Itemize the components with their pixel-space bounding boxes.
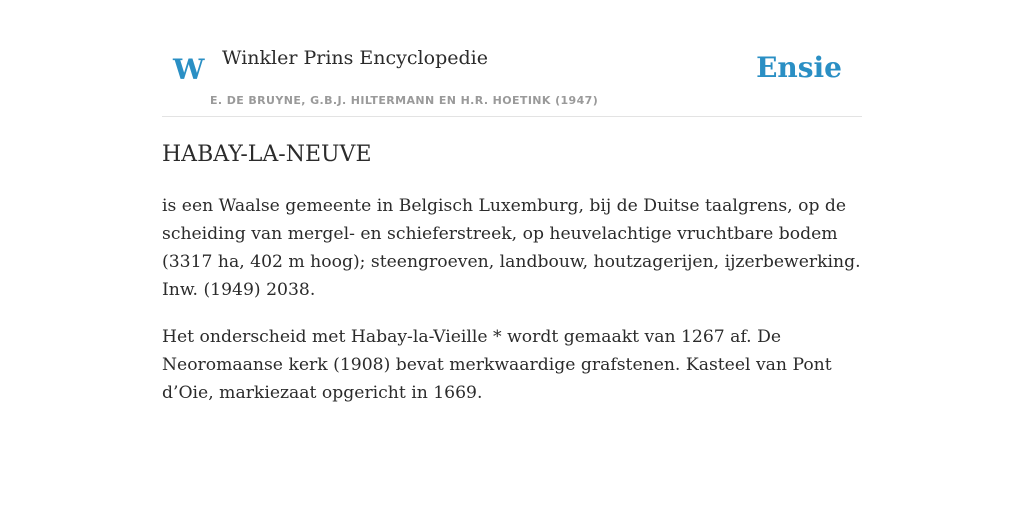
entry-title: HABAY-LA-NEUVE	[162, 142, 372, 167]
entry-paragraph: is een Waalse gemeente in Belgisch Luxemburg, bij de Duitse taalgrens, op de scheiding van mergel- en schieferstreek, op heuvelachtige vruchtbare bodem (3317 ha, 402 m hoog); steengroeven, landbouw, houtzagerijen, ijzerbewerking. Inw. (1949) 2038.	[162, 196, 861, 300]
page-container	[162, 0, 862, 403]
authors-line: E. DE BRUYNE, G.B.J. HILTERMANN EN H.R. HOETINK (1947)	[210, 94, 599, 107]
header	[162, 0, 862, 117]
entry-paragraph: Het onderscheid met Habay-la-Vieille * wordt gemaakt van 1267 af. De Neoromaanse kerk (1908) bevat merkwaardige grafstenen. Kasteel van Pont d’Oie, markiezaat opgericht in 1669.	[162, 327, 832, 403]
winkler-prins-logo-icon[interactable]: W	[173, 53, 205, 86]
site-title[interactable]: Winkler Prins Encyclopedie	[222, 47, 488, 69]
ensie-logo-link[interactable]: Ensie	[756, 51, 842, 84]
